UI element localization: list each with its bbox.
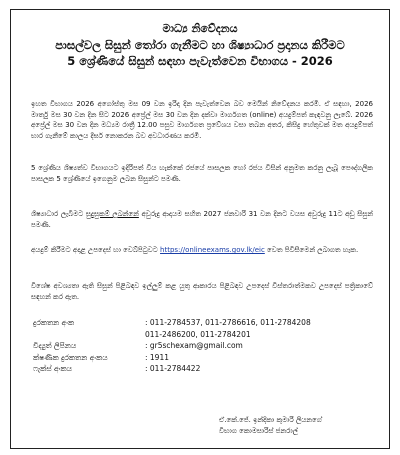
notice-title-line2: 5 ශ්‍රේණියේ සිසුන් සඳහා පැවැත්වෙන විභාගය - 2026 [67, 54, 333, 68]
paragraph-exam-date: ඉහත විභාගය 2026 අගෝස්තු මස 09 වන ඉරිදා දින පැවැත්වෙන බව මෙයින් නිවේදනය කරමි. ඒ සඳහා, 2026 මාර්තු මස 30 වන දින සිට 2026 අප්‍රේල් මස 30 වන දින දක්වා මාර්ගගත (online) අයදුම්පත් කැඳවනු ලැබේ. 2026 අප්‍රේල් මස 30 වන දින මධ්‍යම රාත්‍රී 12.00 පසුව මාර්ගගත ප්‍රවේශය වසා තබන අතර, කිසිදු හේතුවක් මත අයදුම්පත් භාර ගැනීමේ කාලය දීර්ඝ නොකරන බව අවධාරණය කරමි. [31, 100, 373, 140]
contact-label: ෆැක්ස් අංකය [33, 364, 73, 373]
contact-row-fax [33, 364, 373, 376]
notice-frame [10, 9, 390, 449]
paragraph-scholarship-criteria [31, 209, 373, 230]
link-text-start: අයදුම් කිරීමට අදාළ උපදෙස් හා වෙබ්පිටුවට [31, 246, 161, 254]
contact-value: : gr5schexam@gmail.com [145, 341, 243, 350]
contact-value: : 1911 [145, 352, 169, 362]
link-text-end: වෙත පිවිසීමෙන් ලබාගත හැක. [264, 246, 359, 254]
signatory-title: විභාග කොමසාරිස් ජනරාල් [219, 427, 298, 435]
criteria-underlined-text: සුදුසුකම් ලබන්නේ [85, 210, 139, 218]
contact-row-hotline [33, 353, 373, 365]
signature-block [219, 415, 379, 437]
online-exams-link[interactable]: https://onlineexams.gov.lk/eic [160, 246, 265, 254]
contact-label: විද්‍යුත් ලිපිනය [33, 341, 77, 350]
contact-row-email [33, 341, 373, 353]
contact-details [33, 318, 373, 376]
notice-header: මාධ්‍ය නිවේදනය [162, 22, 238, 35]
contact-row-phone-continued [33, 330, 373, 342]
paragraph-special-needs: විශේෂ අවශ්‍යතා ඇති සිසුන් පිළිබඳව ඉල්ලුම් කළ යුතු ආකාරය පිළිබඳව උපදෙස් විස්තරාත්මකව උපදෙස් පත්‍රිකාවේ සඳහන් කර ඇත. [31, 282, 373, 301]
paragraph-application-link [31, 245, 373, 256]
contact-label: දුරකතන අංක [33, 318, 75, 327]
contact-value: : 011-2784422 [145, 364, 201, 373]
paragraph-eligibility: 5 ශ්‍රේණිය ශිෂ්‍යත්ව විභාගයට ඉදිරිපත් විය හැක්කේ රජයේ පාසලක හෝ රජය විසින් අනුමත කරනු ලැබූ පෞද්ගලික පාසලක 5 ශ්‍රේණියේ ඉගෙනුම ලබන සිසුන්ට පමණි. [31, 164, 373, 183]
notice-title-line1: පාසල්වල සිසුන් තෝරා ගැනීමට හා ශිෂ්‍යාධාර ප්‍රදානය කිරීමට [55, 38, 345, 52]
criteria-text-start: ශිෂ්‍යාධාර ලැබීමට [31, 210, 86, 218]
notice-title-block [11, 22, 389, 69]
contact-value: 011-2486200, 011-2784201 [145, 329, 251, 339]
criteria-text-end: අවුරුදු ආදායම සහිත 2027 ජනවාරි 31 වන දිනට වයස අවුරුදු 11ට අඩු සිසුන් පමණි. [31, 210, 373, 229]
contact-row-phone [33, 318, 373, 330]
contact-label: ක්ෂණික දුරකතන අංකය [33, 352, 108, 362]
contact-value: : 011-2784537, 011-2786616, 011-2784208 [145, 318, 311, 327]
signatory-name: ඒ.කේ.ජේ. ඉන්දිකා කුමාරි ලියනගේ [219, 416, 322, 424]
